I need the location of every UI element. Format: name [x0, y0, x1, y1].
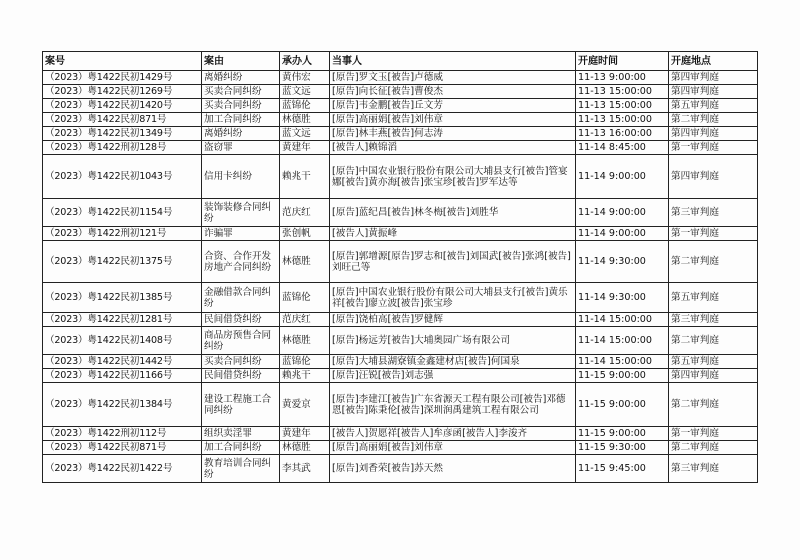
case-cause: 买卖合同纠纷: [202, 85, 280, 99]
case-parties: [原告]大埔县湖寮镇金鑫建材店[被告]何国泉: [330, 355, 576, 369]
table-row: [43, 283, 758, 313]
header-case-number: 案号: [43, 52, 202, 71]
case-number: （2023）粤1422民初1420号: [43, 99, 202, 113]
case-parties: [原告]李建江[被告]广东省源天工程有限公司[被告]邓德恩[被告]陈秉伦[被告]深圳润禹建筑工程有限公司: [330, 383, 576, 427]
table-row: [43, 241, 758, 283]
hearing-time: 11-13 9:00:00: [576, 71, 669, 85]
case-judge: 张创帆: [280, 227, 330, 241]
hearing-place: 第二审判庭: [669, 327, 758, 355]
hearing-place: 第二审判庭: [669, 383, 758, 427]
case-number: （2023）粤1422民初1408号: [43, 327, 202, 355]
case-cause: 加工合同纠纷: [202, 113, 280, 127]
hearing-time: 11-14 15:00:00: [576, 313, 669, 327]
case-judge: 黄建年: [280, 427, 330, 441]
case-judge: 蓝文远: [280, 85, 330, 99]
case-judge: 范庆红: [280, 313, 330, 327]
case-cause: 民间借贷纠纷: [202, 369, 280, 383]
header-hearing-place: 开庭地点: [669, 52, 758, 71]
hearing-place: 第四审判庭: [669, 85, 758, 99]
hearing-place: 第三审判庭: [669, 313, 758, 327]
table-row: [43, 441, 758, 455]
case-parties: [原告]汪锐[被告]刘志强: [330, 369, 576, 383]
table-row: [43, 141, 758, 155]
case-cause: 离婚纠纷: [202, 127, 280, 141]
case-number: （2023）粤1422民初1422号: [43, 455, 202, 483]
case-judge: 蓝锦伦: [280, 355, 330, 369]
case-parties: [原告]蓝纪昌[被告]林冬梅[被告]刘胜华: [330, 199, 576, 227]
case-number: （2023）粤1422民初1269号: [43, 85, 202, 99]
hearing-time: 11-15 9:45:00: [576, 455, 669, 483]
table-row: [43, 427, 758, 441]
case-judge: 赖兆干: [280, 155, 330, 199]
header-hearing-time: 开庭时间: [576, 52, 669, 71]
case-judge: 赖兆干: [280, 369, 330, 383]
case-judge: 黄建年: [280, 141, 330, 155]
hearing-time: 11-13 16:00:00: [576, 127, 669, 141]
case-cause: 离婚纠纷: [202, 71, 280, 85]
case-judge: 林德胜: [280, 327, 330, 355]
table-row: [43, 313, 758, 327]
case-cause: 盗窃罪: [202, 141, 280, 155]
case-parties: [原告]饶柏高[被告]罗健辉: [330, 313, 576, 327]
table-row: [43, 199, 758, 227]
hearing-place: 第一审判庭: [669, 427, 758, 441]
case-judge: 黄爱京: [280, 383, 330, 427]
case-cause: 建设工程施工合同纠纷: [202, 383, 280, 427]
hearing-time: 11-13 15:00:00: [576, 85, 669, 99]
case-number: （2023）粤1422刑初112号: [43, 427, 202, 441]
table-row: [43, 227, 758, 241]
case-number: （2023）粤1422民初1442号: [43, 355, 202, 369]
case-judge: 蓝文远: [280, 127, 330, 141]
case-parties: [原告]中国农业银行股份有限公司大埔县支行[被告]黄乐祥[被告]廖立波[被告]张宝珍: [330, 283, 576, 313]
case-cause: 金融借款合同纠纷: [202, 283, 280, 313]
case-number: （2023）粤1422民初1429号: [43, 71, 202, 85]
hearing-place: 第二审判庭: [669, 441, 758, 455]
hearing-place: 第三审判庭: [669, 455, 758, 483]
table-row: [43, 455, 758, 483]
case-number: （2023）粤1422民初871号: [43, 441, 202, 455]
hearing-time: 11-14 9:00:00: [576, 155, 669, 199]
hearing-place: 第五审判庭: [669, 355, 758, 369]
case-cause: 商品房预售合同纠纷: [202, 327, 280, 355]
case-parties: [被告人]贺愿祥[被告人]牟彦函[被告人]李浚齐: [330, 427, 576, 441]
case-number: （2023）粤1422民初1281号: [43, 313, 202, 327]
case-cause: 教育培训合同纠纷: [202, 455, 280, 483]
case-number: （2023）粤1422刑初121号: [43, 227, 202, 241]
case-number: （2023）粤1422民初1349号: [43, 127, 202, 141]
case-number: （2023）粤1422民初871号: [43, 113, 202, 127]
case-parties: [原告]刘香荣[被告]苏天然: [330, 455, 576, 483]
table-row: [43, 355, 758, 369]
hearing-place: 第四审判庭: [669, 127, 758, 141]
case-parties: [被告人]赖锦滔: [330, 141, 576, 155]
hearing-place: 第一审判庭: [669, 141, 758, 155]
case-parties: [原告]林丰燕[被告]何志涛: [330, 127, 576, 141]
case-cause: 买卖合同纠纷: [202, 99, 280, 113]
case-parties: [原告]向长征[被告]曹俊杰: [330, 85, 576, 99]
case-cause: 买卖合同纠纷: [202, 355, 280, 369]
table-row: [43, 155, 758, 199]
case-parties: [原告]高丽娟[被告]刘伟章: [330, 441, 576, 455]
case-parties: [原告]罗文玉[被告]卢德威: [330, 71, 576, 85]
case-parties: [原告]韦金鹏[被告]丘文芳: [330, 99, 576, 113]
table-row: [43, 85, 758, 99]
table-header-row: [43, 52, 758, 71]
hearing-time: 11-14 9:30:00: [576, 241, 669, 283]
table-row: [43, 327, 758, 355]
hearing-time: 11-14 15:00:00: [576, 327, 669, 355]
hearing-place: 第一审判庭: [669, 227, 758, 241]
table-row: [43, 99, 758, 113]
case-number: （2023）粤1422民初1384号: [43, 383, 202, 427]
hearing-place: 第二审判庭: [669, 113, 758, 127]
hearing-place: 第五审判庭: [669, 99, 758, 113]
case-judge: 李其武: [280, 455, 330, 483]
hearing-place: 第五审判庭: [669, 283, 758, 313]
case-cause: 合资、合作开发房地产合同纠纷: [202, 241, 280, 283]
case-number: （2023）粤1422民初1375号: [43, 241, 202, 283]
header-parties: 当事人: [330, 52, 576, 71]
case-judge: 蓝锦伦: [280, 283, 330, 313]
case-judge: 林德胜: [280, 113, 330, 127]
table-row: [43, 71, 758, 85]
case-number: （2023）粤1422民初1154号: [43, 199, 202, 227]
hearing-time: 11-14 8:45:00: [576, 141, 669, 155]
table-row: [43, 113, 758, 127]
hearing-place: 第四审判庭: [669, 71, 758, 85]
hearing-time: 11-14 9:30:00: [576, 283, 669, 313]
hearing-time: 11-15 9:00:00: [576, 427, 669, 441]
case-cause: 信用卡纠纷: [202, 155, 280, 199]
hearing-time: 11-15 9:30:00: [576, 441, 669, 455]
case-judge: 蓝锦伦: [280, 99, 330, 113]
case-number: （2023）粤1422民初1166号: [43, 369, 202, 383]
header-judge: 承办人: [280, 52, 330, 71]
hearing-place: 第二审判庭: [669, 241, 758, 283]
case-parties: [原告]中国农业银行股份有限公司大埔县支行[被告]管宴娜[被告]黄亦海[被告]张宝珍[被告]罗军达等: [330, 155, 576, 199]
hearing-place: 第三审判庭: [669, 199, 758, 227]
hearing-place: 第四审判庭: [669, 369, 758, 383]
case-cause: 加工合同纠纷: [202, 441, 280, 455]
case-parties: [原告]高丽娟[被告]刘伟章: [330, 113, 576, 127]
table-row: [43, 127, 758, 141]
hearing-time: 11-13 15:00:00: [576, 99, 669, 113]
case-parties: [被告人]黄振峰: [330, 227, 576, 241]
case-cause: 装饰装修合同纠纷: [202, 199, 280, 227]
case-judge: 范庆红: [280, 199, 330, 227]
hearing-place: 第四审判庭: [669, 155, 758, 199]
header-cause: 案由: [202, 52, 280, 71]
hearing-time: 11-15 9:00:00: [576, 383, 669, 427]
case-judge: 林德胜: [280, 441, 330, 455]
case-judge: 黄伟宏: [280, 71, 330, 85]
table-row: [43, 369, 758, 383]
hearing-time: 11-13 15:00:00: [576, 113, 669, 127]
case-parties: [原告]杨远芳[被告]大埔奥园广场有限公司: [330, 327, 576, 355]
case-cause: 组织卖淫罪: [202, 427, 280, 441]
hearing-time: 11-14 9:00:00: [576, 227, 669, 241]
hearing-time: 11-14 15:00:00: [576, 355, 669, 369]
hearing-time: 11-15 9:00:00: [576, 369, 669, 383]
hearing-schedule-table: [42, 51, 758, 483]
table-row: [43, 383, 758, 427]
case-parties: [原告]郭增源[原告]罗志和[被告]刘国武[被告]张鸿[被告]刘旺己等: [330, 241, 576, 283]
case-cause: 诈骗罪: [202, 227, 280, 241]
case-cause: 民间借贷纠纷: [202, 313, 280, 327]
case-number: （2023）粤1422民初1043号: [43, 155, 202, 199]
case-judge: 林德胜: [280, 241, 330, 283]
case-number: （2023）粤1422民初1385号: [43, 283, 202, 313]
hearing-time: 11-14 9:00:00: [576, 199, 669, 227]
case-number: （2023）粤1422刑初128号: [43, 141, 202, 155]
